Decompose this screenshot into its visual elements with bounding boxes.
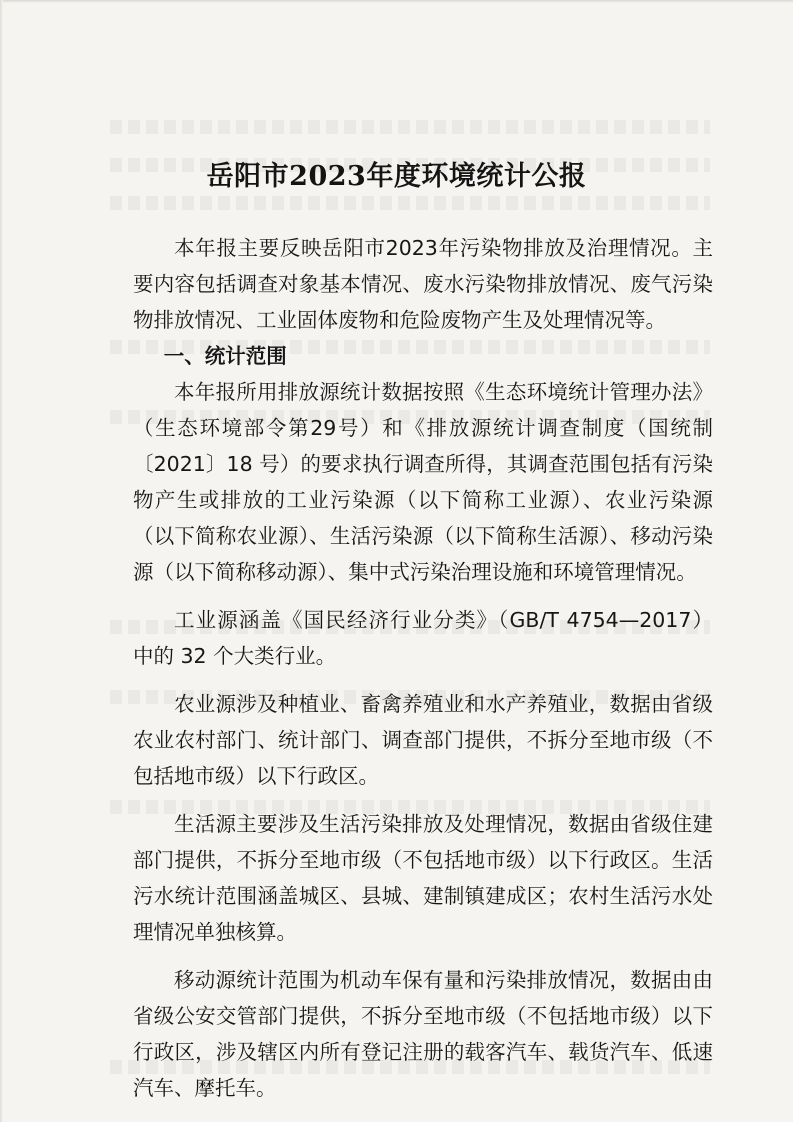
domestic-source-paragraph: 生活源主要涉及生活污染排放及处理情况，数据由省级住建部门提供，不拆分至地市级（不包括地市级）以下行政区。生活污水统计范围涵盖城区、县城、建制镇建成区；农村生活污水处理情况单独核算。 <box>133 812 713 944</box>
section-heading: 一、统计范围 <box>163 344 287 368</box>
bleed-through-text <box>110 120 710 134</box>
agricultural-source-paragraph: 农业源涉及种植业、畜禽养殖业和水产养殖业，数据由省级农业农村部门、统计部门、调查部门提供，不拆分至地市级（不包括地市级）以下行政区。 <box>133 692 713 788</box>
industrial-source-paragraph: 工业源涵盖《国民经济行业分类》（GB/T 4754—2017）中的 32 个大类行业。 <box>133 608 713 668</box>
page-edge-shadow <box>0 0 793 3</box>
intro-paragraph: 本年报主要反映岳阳市2023年污染物排放及治理情况。主要内容包括调查对象基本情况、废水污染物排放情况、废气污染物排放情况、工业固体废物和危险废物产生及处理情况等。 <box>133 236 713 332</box>
bleed-through-text <box>110 196 710 210</box>
document-title: 岳阳市2023年度环境统计公报 <box>206 161 587 192</box>
scope-paragraph: 本年报所用排放源统计数据按照《生态环境统计管理办法》（生态环境部令第29号）和《排放源统计调查制度（国统制〔2021〕18 号）的要求执行调查所得，其调查范围包括有污染物产生或排放的工业污染源（以下简称工业源）、农业污染源（以下简称农业源）、生活污染源（以下简称生活源）、移动污染源（以下简称移动源）、集中式污染治理设施和环境管理情况。 <box>133 380 713 584</box>
mobile-source-paragraph: 移动源统计范围为机动车保有量和污染排放情况，数据由由省级公安交管部门提供，不拆分至地市级（不包括地市级）以下行政区，涉及辖区内所有登记注册的载客汽车、载货汽车、低速汽车、摩托车。 <box>133 968 713 1100</box>
document-body <box>133 230 713 1106</box>
